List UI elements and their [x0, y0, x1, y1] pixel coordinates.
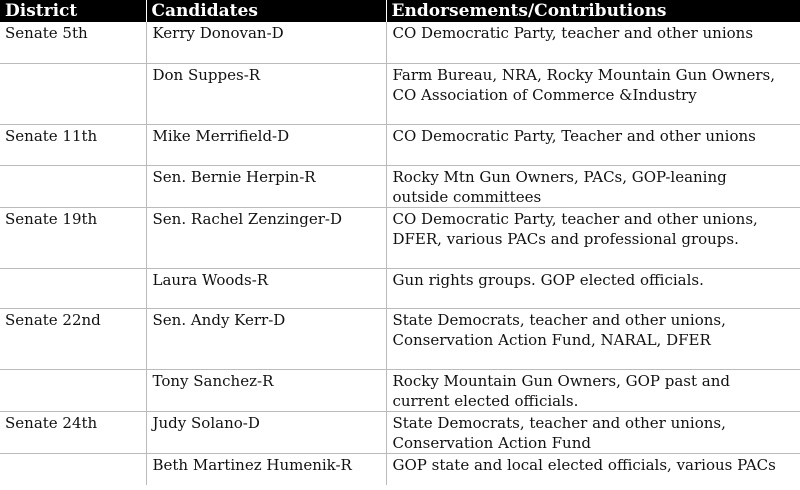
district-cell	[0, 166, 146, 208]
candidate-cell: Kerry Donovan-D	[146, 22, 386, 64]
district-cell: Senate 24th	[0, 412, 146, 454]
table-row	[0, 309, 800, 370]
endorsements-cell	[386, 412, 800, 454]
endorsement-line: current elected officials.	[392, 392, 579, 410]
table-row	[0, 166, 800, 208]
table-row	[0, 22, 800, 64]
endorsement-line: outside committees	[392, 188, 542, 206]
table-header	[0, 0, 800, 22]
endorsement-line: Rocky Mtn Gun Owners, PACs, GOP-leaning	[392, 168, 727, 186]
endorsements-cell	[386, 269, 800, 309]
endorsement-line: Conservation Action Fund, NARAL, DFER	[392, 331, 711, 349]
candidate-cell: Sen. Bernie Herpin-R	[146, 166, 386, 208]
district-cell	[0, 454, 146, 486]
district-cell: Senate 22nd	[0, 309, 146, 370]
endorsements-cell	[386, 64, 800, 125]
header-district: District	[0, 0, 146, 22]
endorsements-cell	[386, 125, 800, 166]
endorsements-cell	[386, 22, 800, 64]
candidate-cell: Laura Woods-R	[146, 269, 386, 309]
candidate-cell: Judy Solano-D	[146, 412, 386, 454]
endorsement-line: CO Democratic Party, Teacher and other unions	[392, 127, 756, 145]
candidate-cell: Tony Sanchez-R	[146, 370, 386, 412]
table-body	[0, 22, 800, 485]
candidate-cell: Don Suppes-R	[146, 64, 386, 125]
endorsement-line: CO Democratic Party, teacher and other unions	[392, 24, 754, 42]
district-cell	[0, 269, 146, 309]
district-cell: Senate 11th	[0, 125, 146, 166]
endorsement-line: Rocky Mountain Gun Owners, GOP past and	[392, 372, 730, 390]
endorsements-cell	[386, 370, 800, 412]
table-row	[0, 208, 800, 269]
candidate-cell: Mike Merrifield-D	[146, 125, 386, 166]
table-row	[0, 412, 800, 454]
endorsement-line: State Democrats, teacher and other unions,	[392, 311, 726, 329]
endorsements-cell	[386, 166, 800, 208]
header-row	[0, 0, 800, 22]
endorsements-cell	[386, 309, 800, 370]
table-row	[0, 454, 800, 486]
table-row	[0, 269, 800, 309]
endorsement-line: CO Democratic Party, teacher and other unions,	[392, 210, 758, 228]
candidate-cell: Sen. Andy Kerr-D	[146, 309, 386, 370]
endorsement-line: GOP state and local elected officials, various PACs	[392, 456, 776, 474]
table-row	[0, 370, 800, 412]
header-endorsements: Endorsements/Contributions	[386, 0, 800, 22]
endorsement-line: Gun rights groups. GOP elected officials.	[392, 271, 704, 289]
table-row	[0, 125, 800, 166]
endorsement-line: DFER, various PACs and professional groups.	[392, 230, 739, 248]
table-row	[0, 64, 800, 125]
endorsements-cell	[386, 454, 800, 486]
header-candidates: Candidates	[146, 0, 386, 22]
district-cell	[0, 64, 146, 125]
district-cell: Senate 19th	[0, 208, 146, 269]
candidate-cell: Beth Martinez Humenik-R	[146, 454, 386, 486]
district-cell	[0, 370, 146, 412]
endorsement-line: CO Association of Commerce &Industry	[392, 86, 697, 104]
endorsement-line: Conservation Action Fund	[392, 434, 591, 452]
endorsements-cell	[386, 208, 800, 269]
endorsement-line: State Democrats, teacher and other unions,	[392, 414, 726, 432]
district-cell: Senate 5th	[0, 22, 146, 64]
endorsement-line: Farm Bureau, NRA, Rocky Mountain Gun Owners,	[392, 66, 775, 84]
candidate-cell: Sen. Rachel Zenzinger-D	[146, 208, 386, 269]
